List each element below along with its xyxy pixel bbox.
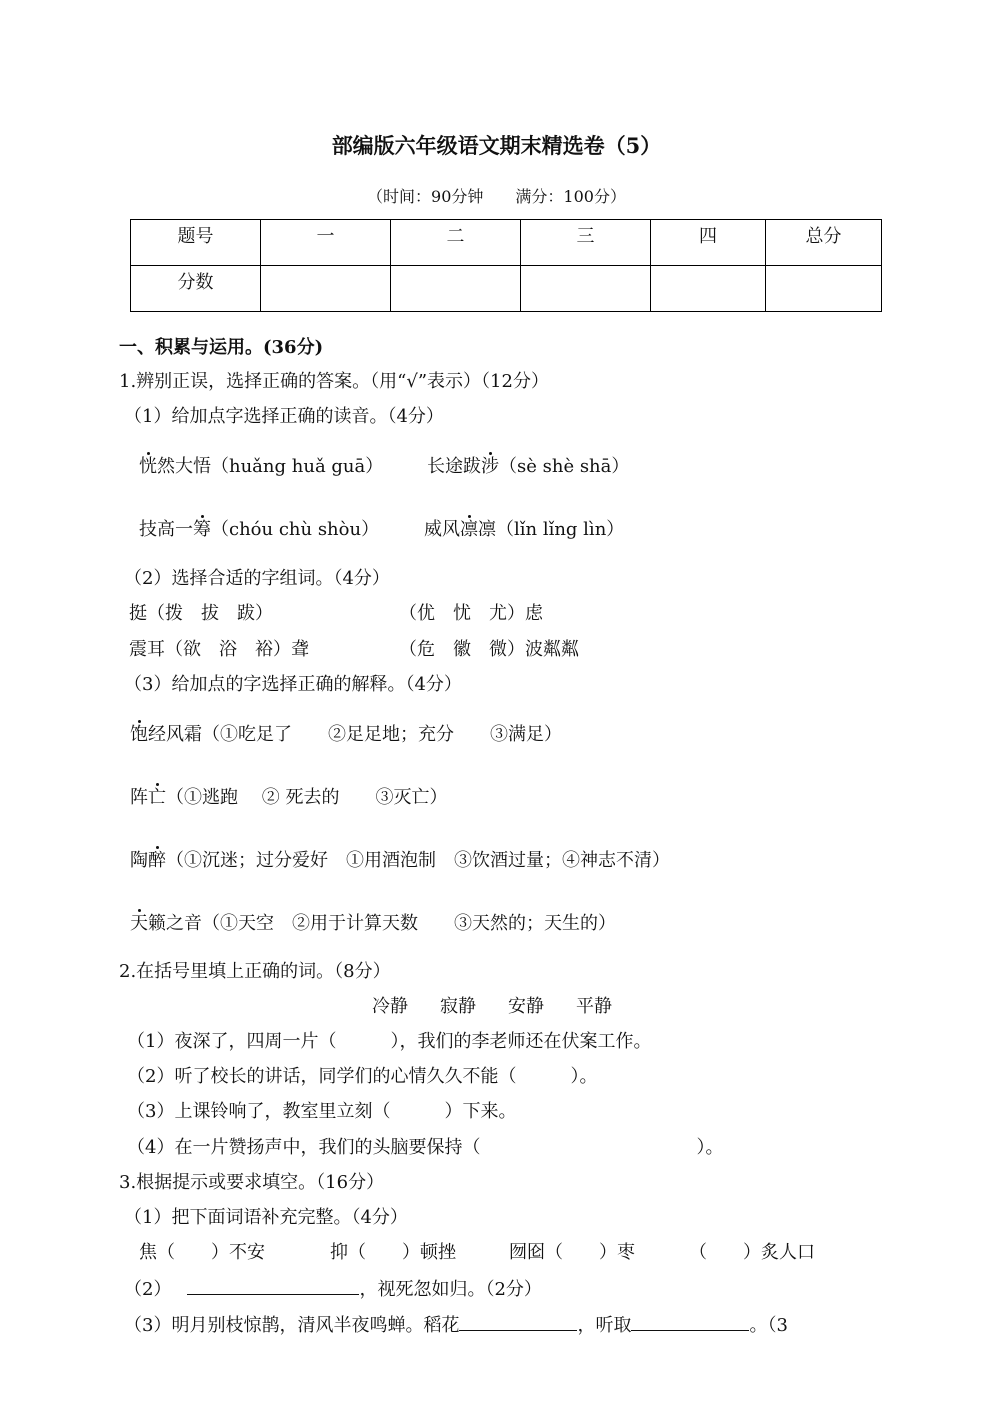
word-text: 陶 [130, 850, 148, 871]
word-text: 技高一 [139, 519, 193, 540]
word-bank [372, 995, 612, 1019]
meaning-item [130, 912, 616, 936]
pinyin-options: （chóu chù shòu） [211, 519, 380, 540]
q1-part3-stem: （3）给加点的字选择正确的解释。（4分） [124, 674, 462, 695]
word-text: 威风 [424, 519, 460, 540]
idiom-item: 抑（ ）顿挫 [330, 1242, 456, 1263]
score-header-cell: 二 [391, 220, 521, 266]
q1-part2-stem: （2）选择合适的字组词。（4分） [124, 568, 390, 589]
word-text: 阵 [130, 787, 148, 808]
dotted-char: 凛 [460, 519, 478, 540]
char-choice-item [399, 638, 579, 662]
char-options[interactable]: 欲 浴 裕 [183, 639, 273, 660]
q3-part1-stem: （1）把下面词语补充完整。（4分） [124, 1207, 408, 1228]
score-row-label: 分数 [131, 266, 261, 312]
score-table [130, 219, 882, 312]
meaning-item [130, 786, 447, 810]
dotted-char: 涉 [481, 456, 499, 477]
char-options[interactable]: 拨 拔 跋 [165, 603, 255, 624]
word-text: ）波粼粼 [507, 639, 579, 660]
char-choice-item [129, 602, 273, 626]
word-bank-item: 冷静 [372, 996, 408, 1017]
idiom-item: （ ）炙人口 [689, 1242, 815, 1263]
score-table-header-row [131, 220, 882, 266]
meaning-item [130, 849, 670, 873]
dotted-char: 筹 [193, 519, 211, 540]
score-header-cell: 总分 [766, 220, 882, 266]
word-text: 凛 [478, 519, 496, 540]
char-choice-item [129, 638, 309, 662]
answer-blank[interactable] [459, 1312, 577, 1331]
meaning-options: （①逃跑 ② 死去的 ③灭亡） [166, 787, 448, 808]
dotted-char: 恍 [139, 456, 157, 477]
q3-stem: 3.根据提示或要求填空。（16分） [119, 1172, 385, 1193]
meaning-options: 籁之音（①天空 ②用于计算天数 ③天然的；天生的） [148, 913, 616, 934]
idiom-item: 囫囵（ ）枣 [509, 1242, 635, 1263]
poem-line-text: 。（3 [749, 1315, 788, 1336]
word-text: ）聋 [273, 639, 309, 660]
word-text: 挺（ [129, 603, 165, 624]
q3-part2 [124, 1276, 542, 1302]
char-options[interactable]: 优 忧 尤 [417, 603, 507, 624]
q2-stem: 2.在括号里填上正确的词。（8分） [119, 961, 391, 982]
score-header-cell: 三 [521, 220, 651, 266]
fill-sentence: （2）听了校长的讲话，同学们的心情久久不能（ ）。 [127, 1066, 598, 1087]
q1-part1-stem: （1）给加点字选择正确的读音。（4分） [124, 406, 444, 427]
word-text: 然大悟 [157, 456, 211, 477]
meaning-options: 经风霜（①吃足了 ②足足地；充分 ③满足） [148, 724, 562, 745]
score-cell[interactable] [766, 266, 882, 312]
score-cell[interactable] [391, 266, 521, 312]
fill-sentence: （1）夜深了，四周一片（ ），我们的李老师还在伏案工作。 [127, 1031, 652, 1052]
dotted-char: 饱 [130, 724, 148, 745]
word-text: （ [399, 639, 417, 660]
pinyin-item [139, 518, 379, 542]
word-bank-item: 安静 [508, 996, 544, 1017]
score-header-cell: 四 [651, 220, 766, 266]
pinyin-options: （lǐn lǐng lìn） [496, 519, 625, 540]
pinyin-item [424, 518, 624, 542]
exam-info: （时间：90分钟 满分：100分） [367, 187, 626, 206]
word-bank-item: 寂静 [440, 996, 476, 1017]
idiom-item: 焦（ ）不安 [139, 1242, 265, 1263]
q3-part3 [124, 1312, 788, 1338]
word-text: ） [255, 603, 273, 624]
score-cell[interactable] [521, 266, 651, 312]
word-text: ）虑 [507, 603, 543, 624]
score-header-cell: 一 [261, 220, 391, 266]
q1-stem: 1.辨别正误，选择正确的答案。（用“√”表示）（12分） [119, 371, 549, 392]
pinyin-options: （sè shè shā） [499, 456, 630, 477]
dotted-char: 天 [130, 913, 148, 934]
fill-sentence: （3）上课铃响了，教室里立刻（ ）下来。 [127, 1101, 517, 1122]
pinyin-item [427, 455, 629, 479]
score-header-cell: 题号 [131, 220, 261, 266]
score-cell[interactable] [651, 266, 766, 312]
word-text: 震耳（ [129, 639, 183, 660]
answer-blank[interactable] [187, 1276, 359, 1295]
score-cell[interactable] [261, 266, 391, 312]
pinyin-item [139, 455, 383, 479]
section-1-heading: 一、积累与运用。(36分) [119, 337, 324, 358]
poem-line-text: ，听取 [577, 1315, 632, 1336]
page-title: 部编版六年级语文期末精选卷（5） [331, 133, 662, 158]
poem-line-text: （3）明月别枝惊鹊，清风半夜鸣蝉。稻花 [124, 1315, 460, 1336]
answer-blank[interactable] [631, 1312, 749, 1331]
poem-line-text: ，视死忽如归。（2分） [359, 1279, 542, 1300]
word-text: （ [399, 603, 417, 624]
score-table-score-row [131, 266, 882, 312]
char-choice-item [399, 602, 543, 626]
meaning-item [130, 723, 562, 747]
fill-sentence: （4）在一片赞扬声中，我们的头脑要保持（ ）。 [127, 1137, 724, 1158]
part-label: （2） [124, 1279, 172, 1300]
dotted-char: 亡 [148, 787, 166, 808]
meaning-options: （①沉迷；过分爱好 ①用酒泡制 ③饮酒过量；④神志不清） [166, 850, 670, 871]
dotted-char: 醉 [148, 850, 166, 871]
char-options[interactable]: 危 徽 微 [417, 639, 507, 660]
word-text: 长途跋 [427, 456, 481, 477]
pinyin-options: （huǎng huǎ guā） [211, 456, 384, 477]
word-bank-item: 平静 [576, 996, 612, 1017]
